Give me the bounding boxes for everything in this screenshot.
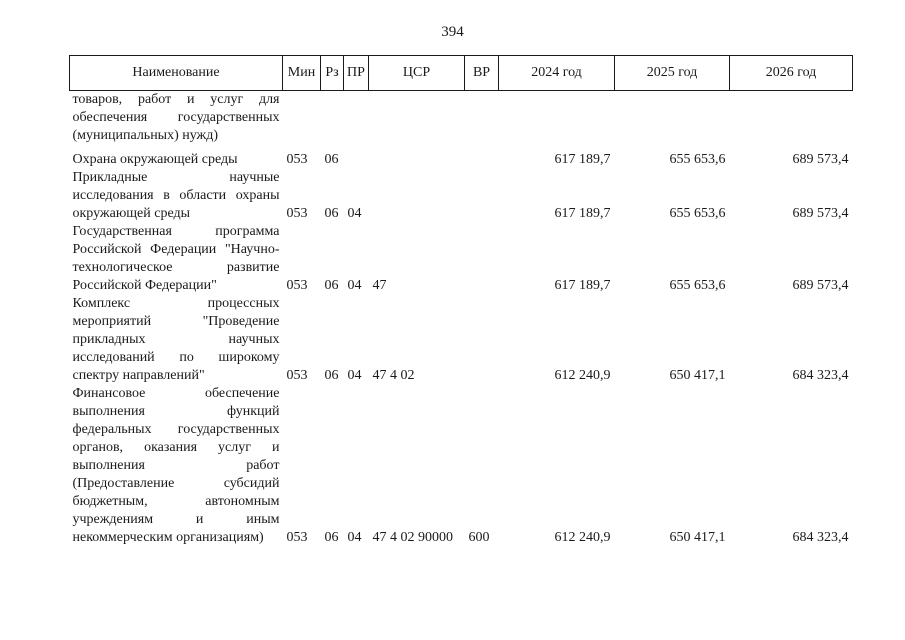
row-rz: 06	[324, 152, 339, 167]
row-2024: 617 189,7	[554, 278, 611, 293]
budget-table	[69, 55, 853, 547]
table-header-row	[70, 56, 853, 91]
row-min: 053	[286, 152, 308, 167]
row-vr	[465, 145, 499, 169]
row-2026: 689 573,4	[792, 278, 849, 293]
row-pr: 04	[347, 530, 362, 545]
row-min: 053	[286, 206, 308, 221]
row-name: Финансовое обеспечение выполнения функций федеральных государственных органов, оказания услуг и выполнения работ (Предоставление субсидий бюджетным, автономным учреждениям и иным некоммерческим организациям)	[72, 386, 280, 545]
row-min: 053	[286, 368, 308, 383]
row-2026: 689 573,4	[792, 152, 849, 167]
row-rz: 06	[324, 278, 339, 293]
header-name: Наименование	[70, 56, 283, 91]
row-name: Охрана окружающей среды	[72, 152, 238, 167]
row-2026: 684 323,4	[792, 530, 849, 545]
row-2025: 655 653,6	[669, 206, 726, 221]
row-rz: 06	[324, 368, 339, 383]
row-2024: 617 189,7	[554, 152, 611, 167]
table-row	[70, 145, 853, 169]
row-name: Государственная программа Российской Федерации "Научно-технологическое развитие Российской Федерации"	[72, 224, 280, 293]
header-pr: ПР	[344, 56, 369, 91]
row-csr	[369, 145, 465, 169]
row-2025: 655 653,6	[669, 278, 726, 293]
table-row	[70, 385, 853, 547]
header-2026: 2026 год	[730, 56, 853, 91]
row-2024: 612 240,9	[554, 530, 611, 545]
row-csr: 47 4 02	[372, 368, 415, 383]
header-vr: ВР	[465, 56, 499, 91]
row-2025: 650 417,1	[669, 368, 726, 383]
row-csr	[369, 169, 465, 223]
table-row	[70, 169, 853, 223]
header-rz: Рз	[321, 56, 344, 91]
continuation-text: товаров, работ и услуг для обеспечения государственных (муниципальных) нужд)	[72, 92, 280, 143]
row-name: Прикладные научные исследования в области охраны окружающей среды	[72, 170, 280, 221]
row-min: 053	[286, 278, 308, 293]
row-csr: 47	[372, 278, 387, 293]
row-vr	[465, 223, 499, 295]
row-vr	[465, 169, 499, 223]
row-min: 053	[286, 530, 308, 545]
row-2025: 655 653,6	[669, 152, 726, 167]
row-2024: 612 240,9	[554, 368, 611, 383]
row-pr: 04	[347, 278, 362, 293]
header-2025: 2025 год	[615, 56, 730, 91]
header-2024: 2024 год	[499, 56, 615, 91]
row-vr	[465, 295, 499, 385]
table-row	[70, 295, 853, 385]
row-2026: 684 323,4	[792, 368, 849, 383]
row-2025: 650 417,1	[669, 530, 726, 545]
row-csr: 47 4 02 90000	[372, 530, 453, 545]
header-min: Мин	[283, 56, 321, 91]
row-rz: 06	[324, 530, 339, 545]
row-vr: 600	[468, 530, 490, 545]
row-pr	[344, 145, 369, 169]
row-name: Комплекс процессных мероприятий "Проведение прикладных научных исследований по широкому спектру направлений"	[72, 296, 280, 383]
row-2024: 617 189,7	[554, 206, 611, 221]
row-pr: 04	[347, 206, 362, 221]
table-row-continuation	[70, 91, 853, 146]
table-row	[70, 223, 853, 295]
row-rz: 06	[324, 206, 339, 221]
row-pr: 04	[347, 368, 362, 383]
header-csr: ЦСР	[369, 56, 465, 91]
page-number: 394	[441, 24, 464, 40]
row-2026: 689 573,4	[792, 206, 849, 221]
